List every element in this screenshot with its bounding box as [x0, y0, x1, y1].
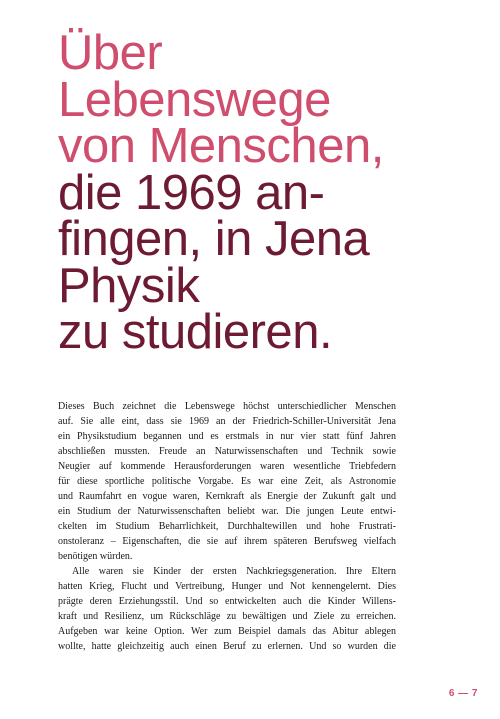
headline-line: Lebenswege: [58, 72, 331, 127]
body-line: abschließen mussten. Freude an Naturwissenschaften und Technik sowie: [58, 446, 396, 457]
body-line: Neugier auf kommende Herausforderungen waren wesentliche Triebfedern: [58, 461, 396, 472]
headline-line: zu studieren.: [58, 305, 333, 359]
body-line: für diese sportliche politische Vorgabe. Es war eine Zeit, als Astronomie: [58, 476, 396, 487]
body-line: ein Physikstudium begannen und es erstmals in nur vier statt fünf Jahren: [58, 431, 396, 442]
headline-line: die 1969 an-: [58, 165, 325, 220]
body-line: Alle waren sie Kinder der ersten Nachkriegsgeneration. Ihre Eltern: [72, 566, 396, 577]
body-line: Aufgeben war keine Option. Wer zum Beispiel damals das Abitur ablegen: [58, 626, 396, 637]
body-line: wollte, hatte gleichzeitig auch einen Beruf zu erlernen. Und so wurden die: [58, 641, 396, 652]
page-number: 6 — 7: [448, 688, 478, 699]
body-line: Dieses Buch zeichnet die Lebenswege höchst unterschiedlicher Menschen: [58, 401, 396, 412]
body-line: kraft und Resilienz, um Rückschläge zu bewältigen und Ziele zu erreichen.: [58, 611, 396, 622]
body-line: ckelten im Studium Beharrlichkeit, Durchhaltewillen und hohe Frustrati-: [58, 521, 396, 532]
body-line: prägte deren Erziehungsstil. Und so entwickelten auch die Kinder Willens-: [58, 596, 396, 607]
headline-line: Physik: [58, 258, 200, 313]
body-line: onstoleranz – Eigenschaften, die sie auf ihrem späteren Berufsweg vielfach: [58, 536, 396, 547]
body-line: auf. Sie alle eint, dass sie 1969 an der Friedrich-Schiller-Universität Jena: [58, 416, 396, 427]
body-line: benötigen würden.: [58, 551, 133, 562]
body-text: [58, 399, 396, 654]
body-line: und Raumfahrt en vogue waren, Kernkraft als Energie der Zukunft galt und: [58, 491, 396, 502]
headline-line: von Menschen,: [58, 119, 384, 173]
headline: [58, 26, 384, 359]
body-line: hatten Krieg, Flucht und Vertreibung, Hunger und Not kennengelernt. Dies: [58, 581, 396, 592]
body-line: ein Studium der Naturwissenschaften beliebt war. Die jungen Leute entwi-: [58, 506, 396, 517]
headline-line: fingen, in Jena: [58, 212, 370, 266]
headline-line: Über: [58, 26, 163, 80]
